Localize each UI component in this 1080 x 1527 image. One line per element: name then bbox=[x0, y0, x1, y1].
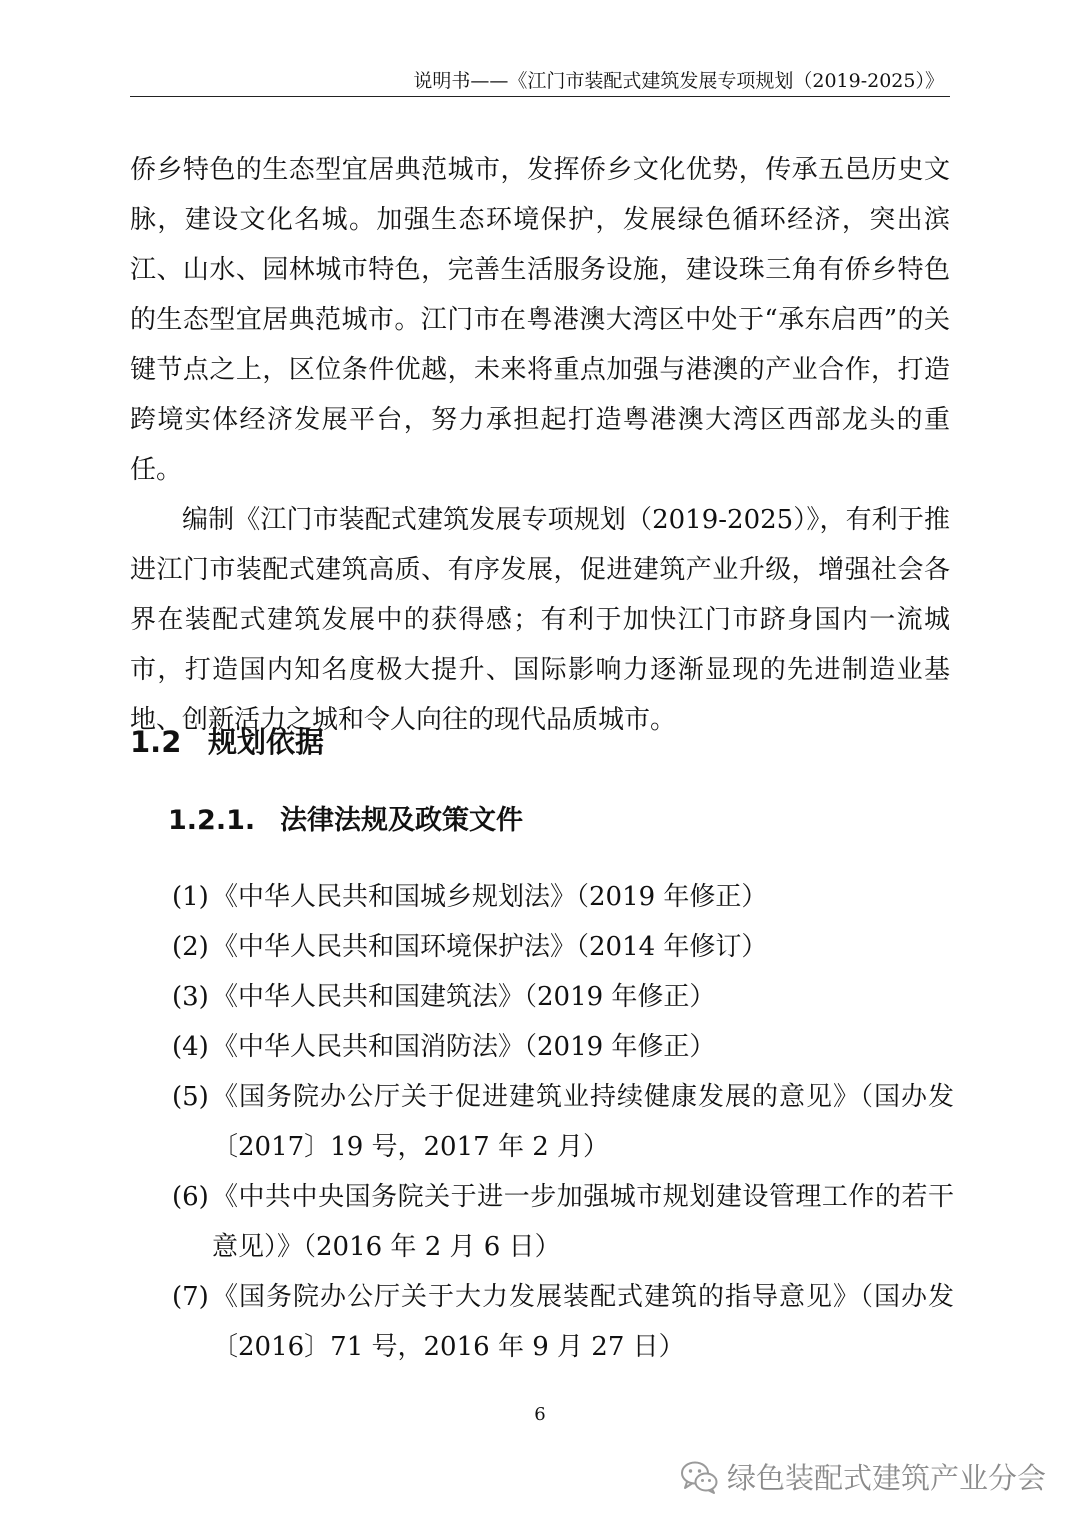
list-item-text: 《中华人民共和国建筑法》（2019 年修正） bbox=[212, 982, 716, 1012]
regulation-list bbox=[172, 872, 954, 1372]
section-heading bbox=[130, 720, 324, 764]
paragraph-2: 编制《江门市装配式建筑发展专项规划（2019-2025）》，有利于推进江门市装配式建筑高质、有序发展，促进建筑产业升级，增强社会各界在装配式建筑发展中的获得感；有利于加快江门市跻身国内一流城市，打造国内知名度极大提升、国际影响力逐渐显现的先进制造业基地、创新活力之城和令人向往的现代品质城市。 bbox=[130, 505, 950, 735]
body-text bbox=[130, 145, 950, 745]
watermark bbox=[679, 1456, 1046, 1497]
section-number: 1.2 bbox=[130, 725, 182, 759]
list-marker: (4) bbox=[172, 1032, 209, 1062]
list-item bbox=[172, 1072, 954, 1172]
wechat-icon bbox=[679, 1459, 719, 1495]
list-item bbox=[172, 1172, 954, 1272]
list-marker: (5) bbox=[172, 1082, 209, 1112]
list-item-text: 《国务院办公厅关于大力发展装配式建筑的指导意见》（国办发〔2016〕71 号，2016 年 9 月 27 日） bbox=[212, 1282, 954, 1362]
list-item-text: 《中华人民共和国消防法》（2019 年修正） bbox=[212, 1032, 716, 1062]
list-marker: (2) bbox=[172, 932, 209, 962]
page-number: 6 bbox=[534, 1404, 546, 1425]
subsection-title: 法律法规及政策文件 bbox=[280, 805, 523, 836]
list-item-text: 《中华人民共和国环境保护法》（2014 年修订） bbox=[212, 932, 768, 962]
subsection-number: 1.2.1. bbox=[168, 805, 256, 836]
section-title: 规划依据 bbox=[208, 725, 325, 759]
list-item bbox=[172, 972, 954, 1022]
list-item bbox=[172, 1272, 954, 1372]
header-text: 说明书——《江门市装配式建筑发展专项规划（2019-2025）》 bbox=[413, 70, 944, 92]
list-item bbox=[172, 922, 954, 972]
watermark-text: 绿色装配式建筑产业分会 bbox=[726, 1461, 1046, 1495]
list-marker: (3) bbox=[172, 982, 209, 1012]
paragraph-1: 侨乡特色的生态型宜居典范城市，发挥侨乡文化优势，传承五邑历史文脉，建设文化名城。加强生态环境保护，发展绿色循环经济，突出滨江、山水、园林城市特色，完善生活服务设施，建设珠三角有侨乡特色的生态型宜居典范城市。江门市在粤港澳大湾区中处于“承东启西”的关键节点之上，区位条件优越，未来将重点加强与港澳的产业合作，打造跨境实体经济发展平台，努力承担起打造粤港澳大湾区西部龙头的重任。 bbox=[130, 155, 950, 485]
list-item bbox=[172, 872, 954, 922]
list-item-text: 《国务院办公厅关于促进建筑业持续健康发展的意见》（国办发〔2017〕19 号，2017 年 2 月） bbox=[212, 1082, 954, 1162]
list-item-text: 《中华人民共和国城乡规划法》（2019 年修正） bbox=[212, 882, 768, 912]
list-marker: (6) bbox=[172, 1182, 209, 1212]
running-header bbox=[130, 66, 950, 97]
subsection-heading bbox=[168, 800, 523, 842]
list-marker: (7) bbox=[172, 1282, 209, 1312]
list-item bbox=[172, 1022, 954, 1072]
list-marker: (1) bbox=[172, 882, 209, 912]
list-item-text: 《中共中央国务院关于进一步加强城市规划建设管理工作的若干意见）》（2016 年 2 月 6 日） bbox=[212, 1182, 954, 1262]
